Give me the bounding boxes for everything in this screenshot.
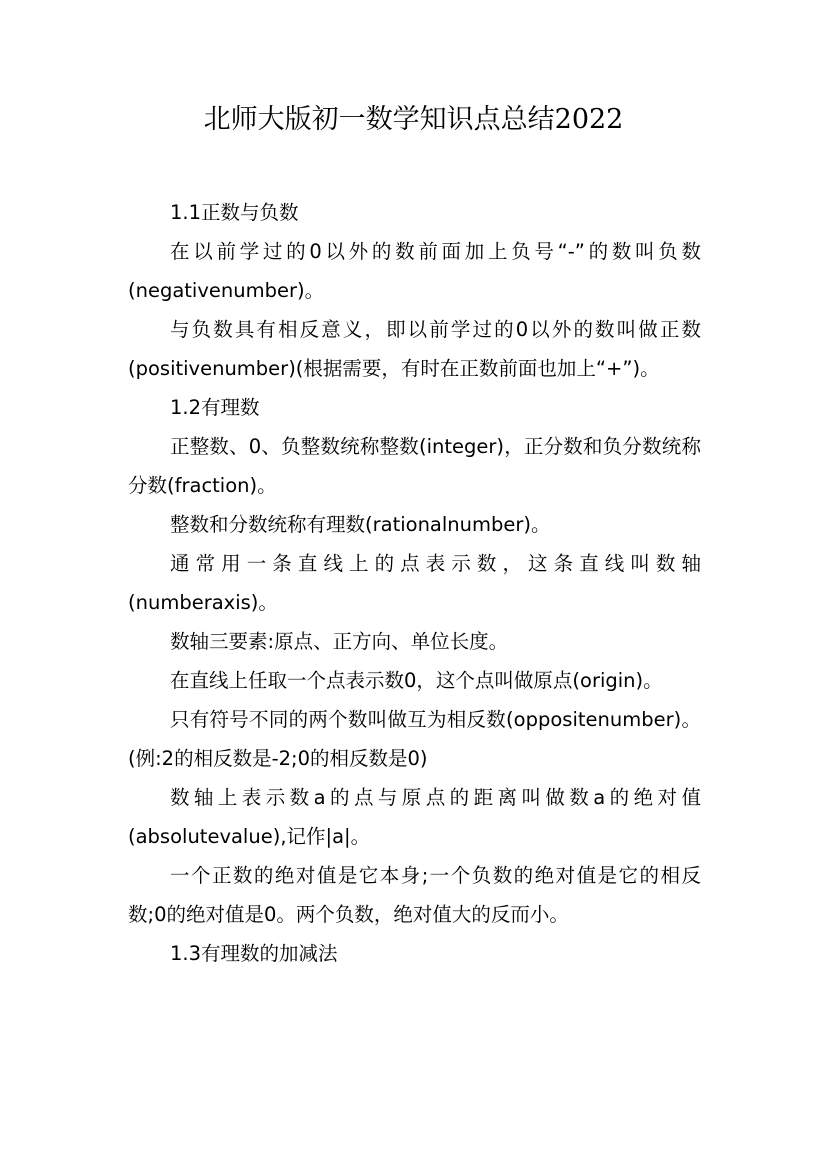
document-body [128,193,701,973]
section-heading: 1.3有理数的加减法 [170,942,338,965]
section-heading: 1.2有理数 [170,396,260,419]
paragraph: 通常用一条直线上的点表示数，这条直线叫数轴(numberaxis)。 [128,552,701,614]
paragraph: 一个正数的绝对值是它本身;一个负数的绝对值是它的相反数;0的绝对值是0。两个负数，绝对值大的反而小。 [128,864,701,926]
paragraph: 数轴上表示数a的点与原点的距离叫做数a的绝对值(absolutevalue),记作|a|。 [128,786,701,848]
document-title: 北师大版初一数学知识点总结2022 [203,104,624,135]
paragraph: 整数和分数统称有理数(rationalnumber)。 [170,513,551,536]
paragraph: 只有符号不同的两个数叫做互为相反数(oppositenumber)。(例:2的相反数是-2;0的相反数是0) [128,708,701,770]
paragraph: 与负数具有相反意义，即以前学过的0以外的数叫做正数(positivenumber)(根据需要，有时在正数前面也加上“+”)。 [128,318,701,380]
paragraph: 在直线上任取一个点表示数0，这个点叫做原点(origin)。 [170,669,663,692]
paragraph: 正整数、0、负整数统称整数(integer)，正分数和负分数统称分数(fraction)。 [128,435,701,497]
paragraph: 数轴三要素:原点、正方向、单位长度。 [170,630,509,653]
section-heading: 1.1正数与负数 [170,201,299,224]
paragraph: 在以前学过的0以外的数前面加上负号“-”的数叫负数(negativenumber)。 [128,240,701,302]
